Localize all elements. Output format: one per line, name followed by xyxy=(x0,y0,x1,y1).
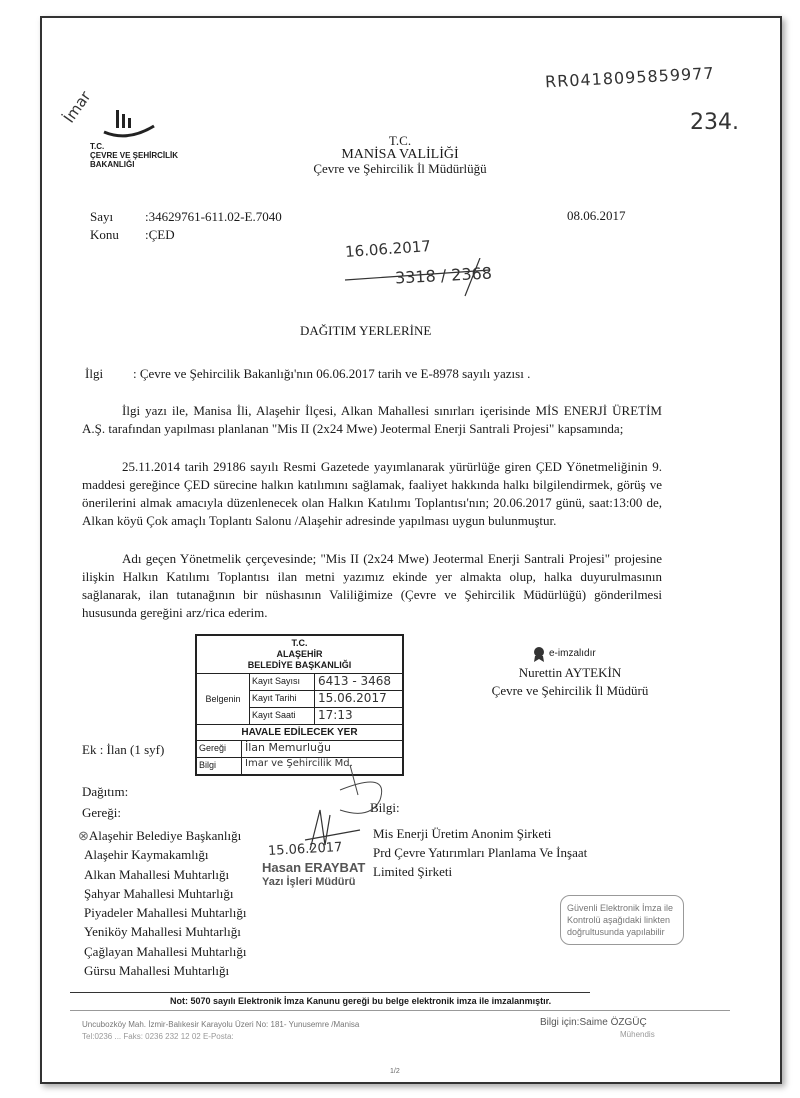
municipality-registry-stamp: T.C. ALAŞEHİR BELEDİYE BAŞKANLIĞI Belgenin Kayıt Sayısı 6413 - 3468 Kayıt Tarihi 15.06.2017 Kayıt Saati 17:13 HAVALE EDİLECEK YER Gereği İlan Memurluğu Bilgi İmar ve Şehircilik Md. xyxy=(195,634,404,776)
list-item: Çağlayan Mahallesi Muhtarlığı xyxy=(84,943,247,959)
signature-block: Nurettin AYTEKİN Çevre ve Şehircilik İl Müdürü xyxy=(491,665,649,698)
handwritten-received-number: 3318 / 2368 xyxy=(394,263,493,288)
body-paragraph-2: 25.11.2014 tarih 29186 sayılı Resmi Gazetede yayımlanarak yürürlüğe giren ÇED Yönetmeliğinin 9. maddesi gereğince ÇED sürecine halkın katılımını sağlamak, faaliyet hakkında halkı bilgilendirmek, görüş ve önerilerini almak amacıyla düzenlenecek olan Halkın Katılımı Toplantısı'nın; 20.06.2017 günü, saat:13:00 de, Alkan köyü Çok amaçlı Toplantı Salonu /Alaşehir adresinde yapılması uygun bulunmuştur. xyxy=(82,459,662,528)
handwritten-code: RR0418095859977 xyxy=(544,63,715,92)
footer-bilgi: Bilgi için:Saime ÖZGÜÇ xyxy=(540,1017,647,1028)
document-meta: Sayı :34629761-611.02-E.7040 Konu :ÇED xyxy=(90,209,282,242)
received-stamp-name: Hasan ERAYBAT xyxy=(262,860,366,875)
ilgi-line: İlgi : Çevre ve Şehircilik Bakanlığı'nın 06.06.2017 tarih ve E-8978 sayılı yazısı . xyxy=(85,366,531,381)
ministry-logo-text: T.C. ÇEVRE VE ŞEHİRCİLİK BAKANLIĞI xyxy=(90,142,179,169)
eimza-label: e-imzalıdır xyxy=(549,648,596,659)
body-paragraph-3: Adı geçen Yönetmelik çerçevesinde; "Mis II (2x24 Mwe) Jeotermal Enerji Santrali Projesi" projesine ilişkin Halkın Katılımı Toplantısı ilan metni yazımız ekinde yer almakta olup, halka duyurulmasının sağlanarak, ilan tutanağının bir nüshasının Valiliğimize (Çevre ve Şehircilik Müdürlüğü) gönderilmesi hususunda gereğini arz/rica ederim. xyxy=(82,551,662,620)
footer-esign-note: Not: 5070 sayılı Elektronik İmza Kanunu gereği bu belge elektronik imza ile imzalanmıştır. xyxy=(170,996,552,1006)
handwritten-underline xyxy=(340,258,540,298)
distribution-title: Dağıtım: xyxy=(82,784,129,799)
document-date: 08.06.2017 xyxy=(567,208,626,223)
handwritten-number: 234. xyxy=(690,110,739,135)
handwritten-received-date: 16.06.2017 xyxy=(344,237,432,261)
list-item: Alkan Mahallesi Muhtarlığı xyxy=(84,866,230,882)
ministry-logo-icon xyxy=(98,108,158,142)
attachment: Ek : İlan (1 syf) xyxy=(82,742,165,757)
list-item: Alaşehir Kaymakamlığı xyxy=(84,847,209,863)
footer-bilgi-role: Mühendis xyxy=(620,1030,655,1039)
handwritten-signature-icon xyxy=(300,760,420,870)
list-item: Gürsu Mahallesi Muhtarlığı xyxy=(84,963,230,979)
received-stamp-role: Yazı İşleri Müdürü xyxy=(262,876,356,888)
handwritten-imar-note: İmar xyxy=(59,87,95,127)
body-paragraph-1: İlgi yazı ile, Manisa İli, Alaşehir İlçesi, Alkan Mahallesi sınırları içerisinde MİS ENERJİ ÜRETİM A.Ş. tarafından yapılması planlanan "Mis II (2x24 Mwe) Jeotermal Enerji Santrali Projesi" kapsamında; xyxy=(82,403,662,436)
secure-signature-box: Güvenli Elektronik İmza ile Kontrolü aşağıdaki linkten doğrultusunda yapılabilir xyxy=(560,895,684,945)
distribution-geregi-title: Gereği: xyxy=(82,805,121,820)
page-number: 1/2 xyxy=(390,1068,400,1075)
document-header: T.C. MANİSA VALİLİĞİ Çevre ve Şehircilik İl Müdürlüğü xyxy=(313,133,487,176)
footer-contact: Tel:0236 ... Faks: 0236 232 12 02 E-Posta: xyxy=(82,1032,234,1041)
eimza-icon xyxy=(532,646,546,662)
list-item: Mis Enerji Üretim Anonim Şirketi xyxy=(373,826,552,841)
addressee: DAĞITIM YERLERİNE xyxy=(300,323,432,338)
footer-address: Uncubozköy Mah. İzmir-Balıkesir Karayolu Üzeri No: 181- Yunusemre /Manisa xyxy=(82,1020,360,1029)
distribution-bilgi-title: Bilgi: xyxy=(370,800,400,815)
list-item: Prd Çevre Yatırımları Planlama Ve İnşaat xyxy=(373,845,588,860)
received-stamp-date: 15.06.2017 xyxy=(267,840,343,859)
distribution-geregi-list xyxy=(78,826,246,980)
list-item: Şahyar Mahallesi Muhtarlığı xyxy=(84,885,234,901)
list-item: Piyadeler Mahallesi Muhtarlığı xyxy=(84,905,247,921)
list-item: Yeniköy Mahallesi Muhtarlığı xyxy=(84,924,241,940)
list-item: Limited Şirketi xyxy=(373,864,453,879)
list-item: ⊗Alaşehir Belediye Başkanlığı xyxy=(78,828,242,843)
